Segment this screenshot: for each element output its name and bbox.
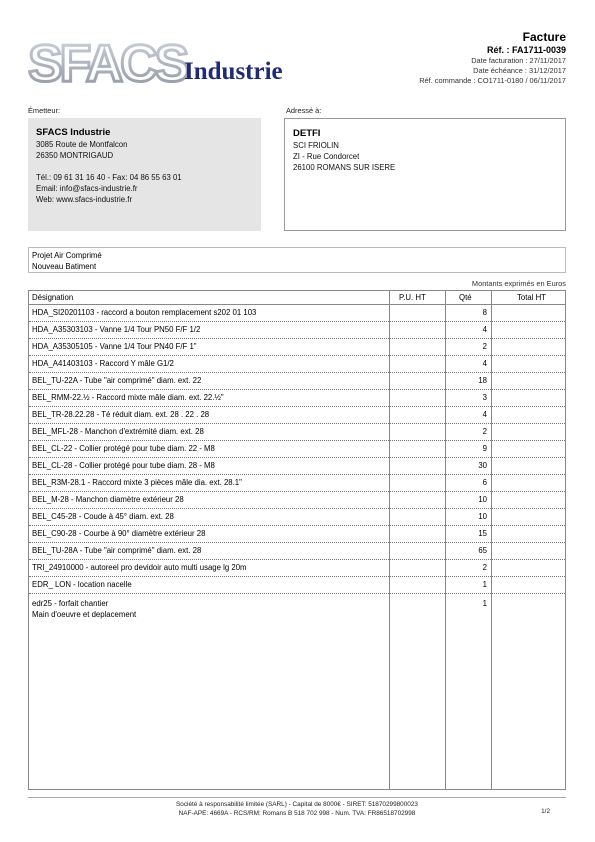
row-designation: HDA_A41403103 - Raccord Y mâle G1/2 [32, 359, 174, 368]
row-qty: 15 [478, 529, 487, 538]
page-number: 1/2 [541, 808, 550, 815]
header-total-ht: Total HT [517, 293, 547, 302]
row-designation: BEL_CL-22 - Collier protégé pour tube diam. 22 - M8 [32, 444, 215, 453]
emitter-phone: Tél.: 09 61 31 16 40 - Fax: 04 86 55 63 01 [36, 173, 182, 182]
page-footer [28, 797, 566, 818]
emitter-address-2: 26350 MONTRIGAUD [36, 151, 114, 160]
row-designation-detail: Main d'oeuvre et deplacement [32, 610, 137, 619]
row-designation: BEL_C90-28 - Courbe à 90° diamètre extérieur 28 [32, 529, 206, 538]
row-qty: 4 [482, 325, 487, 334]
header-designation: Désignation [32, 293, 74, 302]
row-qty: 1 [482, 599, 487, 608]
invoice-ref: Réf. : FA1711-0039 [486, 45, 566, 55]
emitter-web: Web: www.sfacs-industrie.fr [36, 195, 133, 204]
row-designation: HDA_A35305105 - Vanne 1/4 Tour PN40 F/F 1" [32, 342, 197, 351]
row-designation: BEL_CL-28 - Collier protégé pour tube diam. 28 - M8 [32, 461, 215, 470]
row-qty: 2 [482, 563, 487, 572]
row-qty: 18 [478, 376, 487, 385]
table-row [29, 305, 565, 322]
emitter-block [28, 118, 261, 231]
row-qty: 65 [478, 546, 487, 555]
table-row [29, 475, 565, 492]
table-row [29, 441, 565, 458]
row-designation: BEL_M-28 - Manchon diamètre extérieur 28 [32, 495, 184, 504]
row-qty: 1 [482, 580, 487, 589]
recipient-line-3: 26100 ROMANS SUR ISERE [293, 163, 396, 172]
recipient-line-1: SCI FRIOLIN [293, 141, 339, 150]
table-row [29, 492, 565, 509]
row-designation: BEL_C45-28 - Coude à 45° diam. ext. 28 [32, 512, 174, 521]
row-designation: HDA_SI20201103 - raccord a bouton remplacement s202 01 103 [32, 308, 257, 317]
row-designation: EDR_ LON - location nacelle [32, 580, 132, 589]
row-qty: 8 [482, 308, 487, 317]
table-row [29, 390, 565, 407]
recipient-block [284, 118, 566, 231]
table-body [29, 305, 565, 620]
table-row [29, 594, 565, 620]
emitter-name: SFACS Industrie [36, 127, 111, 138]
project-line-1: Projet Air Comprimé [32, 251, 102, 260]
table-row [29, 560, 565, 577]
table-row [29, 509, 565, 526]
header-qte: Qté [459, 293, 472, 302]
row-designation: BEL_RMM-22.½ - Raccord mixte mâle diam. ext. 22.½" [32, 393, 224, 402]
invoice-due-date: Date échéance : 31/12/2017 [473, 66, 566, 75]
row-designation: BEL_TR-28.22.28 - Té réduit diam. ext. 28 . 22 . 28 [32, 410, 210, 419]
emitter-address-1: 3085 Route de Montfalcon [36, 140, 128, 149]
row-qty: 9 [482, 444, 487, 453]
logo-mark-text: SFACS [28, 35, 187, 89]
row-designation: BEL_TU-28A - Tube "air comprimé" diam. ext. 28 [32, 546, 202, 555]
row-designation: HDA_A35303103 - Vanne 1/4 Tour PN50 F/F 1/2 [32, 325, 201, 334]
row-designation: BEL_MFL-28 - Manchon d'extrémité diam. ext. 28 [32, 427, 204, 436]
table-row [29, 458, 565, 475]
recipient-name: DETFI [293, 128, 321, 139]
footer-legal-1: Société à responsabilité limitée (SARL) - Capital de 8000€ - SIRET: 51870299800023 [176, 801, 418, 808]
row-designation: BEL_TU-22A - Tube "air comprimé" diam. ext. 22 [32, 376, 202, 385]
table-row [29, 407, 565, 424]
table-row [29, 322, 565, 339]
project-block [28, 247, 566, 273]
recipient-label: Adressé à: [286, 106, 322, 115]
recipient-line-2: ZI - Rue Condorcet [293, 152, 360, 161]
row-qty: 3 [482, 393, 487, 402]
row-designation: BEL_R3M-28.1 - Raccord mixte 3 pièces mâle dia. ext. 28.1" [32, 478, 242, 487]
table-row [29, 339, 565, 356]
project-line-2: Nouveau Batiment [32, 262, 97, 271]
invoice-date: Date facturation : 27/11/2017 [471, 56, 566, 65]
sfacs-logo-graphic [28, 33, 318, 89]
row-qty: 2 [482, 342, 487, 351]
row-qty: 4 [482, 359, 487, 368]
invoice-header [419, 30, 566, 86]
row-qty: 6 [482, 478, 487, 487]
order-ref: Réf. commande : CO1711-0180 / 06/11/2017 [419, 76, 566, 85]
currency-note: Montants exprimés en Euros [471, 279, 566, 288]
table-row [29, 424, 565, 441]
table-header [29, 291, 565, 305]
row-qty: 10 [478, 495, 487, 504]
table-row [29, 543, 565, 560]
row-qty: 4 [482, 410, 487, 419]
table-row [29, 356, 565, 373]
footer-legal-2: NAF-APE: 4669A - RCS/RM: Romans B 518 702 998 - Num. TVA: FR86518702998 [178, 810, 416, 817]
row-qty: 10 [478, 512, 487, 521]
logo-suffix-text: Industrie [184, 58, 283, 85]
invoice-lines-table [28, 290, 566, 790]
emitter-label: Émetteur: [28, 106, 61, 115]
table-row [29, 526, 565, 543]
row-qty: 2 [482, 427, 487, 436]
company-logo [28, 33, 318, 89]
emitter-email: Email: info@sfacs-industrie.fr [36, 184, 138, 193]
header-pu-ht: P.U. HT [399, 293, 426, 302]
row-qty: 30 [478, 461, 487, 470]
row-designation: TRI_24910000 - autoreel pro devidoir auto multi usage lg 20m [32, 563, 247, 572]
table-row [29, 373, 565, 390]
invoice-title: Facture [522, 30, 566, 44]
table-row [29, 577, 565, 594]
row-designation: edr25 - forfait chantier [32, 599, 109, 608]
